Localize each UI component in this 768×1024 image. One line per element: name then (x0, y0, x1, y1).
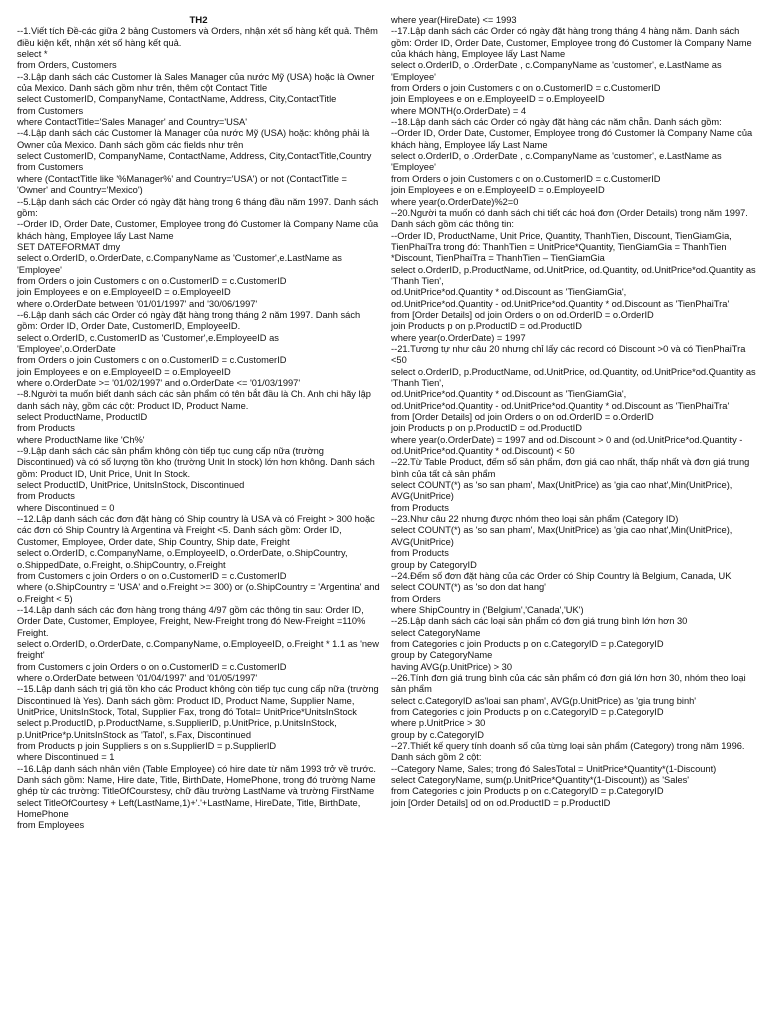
text-line: from Customers c join Orders o on o.CustomerID = c.CustomerID (17, 661, 287, 672)
text-line: od.UnitPrice*od.Quantity - od.UnitPrice*od.Quantity * od.Discount as 'TienPhaiTra' (391, 298, 730, 309)
right-column (391, 15, 757, 809)
text-line: group by CategoryName (391, 650, 493, 661)
text-line: select CustomerID, CompanyName, ContactName, Address, City,ContactTitle (17, 94, 337, 105)
text-line: group by CategoryID (391, 559, 477, 570)
text-line: --12.Lập danh sách các đơn đặt hàng có Ship country là USA và có Freight > 300 hoặc các đơn có Ship Country là Argentina và Freight <5. Danh sách gồm: Order ID, Customer, Employee, Order date, Ship Country, Ship date, Freight (17, 514, 375, 547)
text-line: where o.OrderDate between '01/04/1997' and '01/05/1997' (17, 672, 258, 683)
text-line: --Order ID, Order Date, Customer, Employee trong đó Customer là Company Name của khách hàng, Employee lấy Last Name (17, 219, 379, 241)
text-line: select COUNT(*) as 'so san pham', Max(UnitPrice) as 'gia cao nhat',Min(UnitPrice), AVG(UnitPrice) (391, 525, 733, 547)
text-line: select o.OrderID, o.OrderDate, c.CompanyName as 'Customer',e.LastName as 'Employee' (17, 253, 342, 275)
text-line: from Customers c join Orders o on o.CustomerID = c.CustomerID (17, 570, 287, 581)
text-line: join Products p on p.ProductID = od.ProductID (391, 321, 582, 332)
text-line: select CategoryName (391, 627, 481, 638)
text-line: select o.OrderID, o .OrderDate , c.CompanyName as 'customer', e.LastName as 'Employee' (391, 151, 722, 173)
text-line: join Products p on p.ProductID = od.ProductID (391, 423, 582, 434)
text-line: where year(HireDate) <= 1993 (391, 15, 517, 25)
text-line: select CategoryName, sum(p.UnitPrice*Quantity*(1-Discount)) as 'Sales' (391, 775, 690, 786)
text-line: where o.OrderDate between '01/01/1997' and '30/06/1997' (17, 298, 258, 309)
text-line: from Products (17, 491, 75, 502)
text-line: --26.Tính đơn giá trung bình của các sản phẩm có đơn giá lớn hơn 30, nhóm theo loại sản phẩm (391, 672, 746, 695)
text-line: od.UnitPrice*od.Quantity - od.UnitPrice*od.Quantity * od.Discount as 'TienPhaiTra' (391, 400, 730, 411)
text-line: from Categories c join Products p on c.CategoryID = p.CategoryID (391, 638, 664, 649)
text-line: select COUNT(*) as 'so san pham', Max(UnitPrice) as 'gia cao nhat',Min(UnitPrice), AVG(UnitPrice) (391, 480, 733, 502)
document-title: TH2 (189, 15, 208, 26)
text-line: SET DATEFORMAT dmy (17, 241, 121, 252)
text-line: select o.OrderID, c.CustomerID as 'Customer',e.EmployeeID as 'Employee',o.OrderDate (17, 332, 279, 354)
text-line: --17.Lập danh sách các Order có ngày đặt hàng trong tháng 4 hàng năm. Danh sách gồm: Order ID, Order Date, Customer, Employee trong đó Customer là Company Name của khách hàng, Employee lấy Last Name (391, 26, 752, 60)
text-line: from Categories c join Products p on c.CategoryID = p.CategoryID (391, 786, 664, 797)
text-line: select CustomerID, CompanyName, ContactName, Address, City,ContactTitle,Country (17, 151, 372, 162)
text-line: od.UnitPrice*od.Quantity * od.Discount as 'TienGiamGia', (391, 389, 627, 400)
text-line: --27.Thiết kế query tính doanh số của từng loại sản phẩm (Category) trong năm 1996. Danh sách gồm 2 cột: (391, 741, 745, 763)
text-line: from [Order Details] od join Orders o on od.OrderID = o.OrderID (391, 309, 654, 320)
text-line: --24.Đếm số đơn đặt hàng của các Order có Ship Country là Belgium, Canada, UK (391, 570, 732, 581)
text-line: from Orders (391, 593, 441, 604)
text-line: where Discontinued = 1 (17, 752, 115, 763)
text-line: --Category Name, Sales; trong đó SalesTotal = UnitPrice*Quantity*(1-Discount) (391, 763, 717, 774)
text-line: select p.ProductID, p.ProductName, s.SupplierID, p.UnitPrice, p.UnitsInStock, p.UnitPrice*p.UnitsInStock as 'Tatol', s.Fax, Discontinued (17, 718, 337, 740)
text-line: join Employees e on e.EmployeeID = o.EmployeeID (17, 366, 231, 377)
text-line: --8.Người ta muốn biết danh sách các sản phẩm có tên bắt đầu là Ch. Anh chi hãy lập danh sách này, gồm các cột: Product ID, Product Name. (17, 389, 371, 411)
text-line: where ProductName like 'Ch%' (17, 434, 145, 445)
text-line: from Products (391, 502, 449, 513)
text-line: where year(o.OrderDate)%2=0 (391, 196, 519, 207)
text-line: join Employees e on e.EmployeeID = o.EmployeeID (391, 185, 605, 196)
text-line: where (o.ShipCountry = 'USA' and o.Freight >= 300) or (o.ShipCountry = 'Argentina' and o.Freight < 5) (17, 582, 380, 604)
text-line: --18.Lập danh sách các Order có ngày đặt hàng các năm chẵn. Danh sách gồm: (391, 117, 722, 128)
text-line: select o.OrderID, p.ProductName, od.UnitPrice, od.Quantity, od.UnitPrice*od.Quantity as 'Thanh Tien', (391, 366, 756, 388)
text-line: select * (17, 49, 48, 60)
text-line: select ProductName, ProductID (17, 412, 148, 423)
text-line: --Order ID, Order Date, Customer, Employee trong đó Customer là Company Name của khách hàng, Employee lấy Last Name (391, 128, 753, 150)
text-line: where year(o.OrderDate) = 1997 and od.Discount > 0 and (od.UnitPrice*od.Quantity - od.UnitPrice*od.Quantity * od.Discount) < 50 (391, 434, 743, 457)
text-line: select o.OrderID, p.ProductName, od.UnitPrice, od.Quantity, od.UnitPrice*od.Quantity as 'Thanh Tien', (391, 264, 756, 286)
text-line: where ShipCountry in ('Belgium','Canada','UK') (391, 604, 584, 615)
text-line: where ContactTitle='Sales Manager' and Country='USA' (17, 117, 247, 128)
text-line: where (ContactTitle like '%Manager%' and Country='USA') or not (ContactTitle = 'Owner' and Country='Mexico') (17, 173, 347, 196)
text-line: --20.Người ta muốn có danh sách chi tiết các hoá đơn (Order Details) trong năm 1997. Danh sách gồm các thông tin: (391, 207, 748, 230)
text-line: --Order ID, ProductName, Unit Price, Quantity, ThanhTien, Discount, TienGiamGia, TienPhaiTra trong đó: ThanhTien = UnitPrice*Quantity, TienGiamGia = ThanhTien *Discount, TienPhaiTra = ThanhTien – TienGiamGia (391, 230, 732, 264)
text-line: --21.Tương tự như câu 20 nhưng chỉ lấy các record có Discount >0 và có TienPhaiTra <50 (391, 343, 746, 366)
text-line: --25.Lập danh sách các loại sản phẩm có đơn giá trung bình lớn hơn 30 (391, 616, 688, 627)
text-line: from Categories c join Products p on c.CategoryID = p.CategoryID (391, 706, 664, 717)
text-line: from [Order Details] od join Orders o on od.OrderID = o.OrderID (391, 412, 654, 423)
text-line: from Customers (17, 162, 84, 173)
left-column (17, 15, 380, 832)
text-line: select ProductID, UnitPrice, UnitsInStock, Discontinued (17, 480, 245, 491)
text-line: where MONTH(o.OrderDate) = 4 (391, 105, 527, 116)
text-line: od.UnitPrice*od.Quantity * od.Discount as 'TienGiamGia', (391, 287, 627, 298)
text-line: having AVG(p.UnitPrice) > 30 (391, 661, 513, 672)
text-line: join Employees e on e.EmployeeID = o.EmployeeID (17, 287, 231, 298)
text-line: --16.Lập danh sách nhân viên (Table Employee) có hire date từ năm 1993 trở về trước. Danh sách gồm: Name, Hire date, Title, BirthDate, HomePhone, trong đó trường Name ghép từ các trường: TitleOfCourstesy, chữ đầu trường LastName và trường FirstName (17, 763, 377, 797)
text-line: from Products (391, 548, 449, 559)
text-line: from Customers (17, 105, 84, 116)
text-line: --6.Lập danh sách các Order có ngày đặt hàng trong tháng 2 năm 1997. Danh sách gồm: Order ID, Order Date, CustomerID, EmployeeID. (17, 309, 361, 332)
text-line: --14.Lập danh sách các đơn hàng trong tháng 4/97 gồm các thông tin sau: Order ID, Order Date, Customer, Employee, Freight, New-Freight trong đó New-Freight =110% Freight. (17, 604, 366, 638)
text-line: from Employees (17, 820, 85, 831)
text-line: from Products (17, 423, 75, 434)
text-line: --4.Lập danh sách các Customer là Manager của nước Mỹ (USA) hoặc: không phải là Owner của Mexico. Danh sách gồm các fields như trên (17, 128, 370, 150)
text-line: select o.OrderID, c.CompanyName, o.EmployeeID, o.OrderDate, o.ShipCountry, o.ShippedDate, o.Freight, o.ShipCountry, o.Freight (17, 548, 348, 570)
text-line: select o.OrderID, o.OrderDate, c.CompanyName, o.EmployeeID, o.Freight * 1.1 as 'new freight' (17, 638, 379, 661)
text-line: from Orders o join Customers c on o.CustomerID = c.CustomerID (17, 355, 287, 366)
text-line: from Orders, Customers (17, 60, 117, 71)
text-line: join [Order Details] od on od.ProductID = p.ProductID (391, 797, 611, 808)
text-line: where o.OrderDate >= '01/02/1997' and o.OrderDate <= '01/03/1997' (17, 378, 301, 388)
text-line: select o.OrderID, o .OrderDate , c.CompanyName as 'customer', e.LastName as 'Employee' (391, 60, 722, 82)
text-line: select TitleOfCourtesy + Left(LastName,1)+'.'+LastName, HireDate, Title, BirthDate, HomePhone (17, 797, 361, 820)
text-line: --22.Từ Table Product, đếm số sản phẩm, đơn giá cao nhất, thấp nhất và đơn giá trung bình của tất cả sản phẩm (391, 457, 750, 479)
text-line: from Orders o join Customers c on o.CustomerID = c.CustomerID (17, 275, 287, 286)
text-line: --3.Lập danh sách các Customer là Sales Manager của nước Mỹ (USA) hoặc là Owner của Mexico. Danh sách gồm như trên, thêm cột Contact Title (17, 71, 375, 94)
text-line: join Employees e on e.EmployeeID = o.EmployeeID (391, 94, 605, 105)
text-line: where Discontinued = 0 (17, 502, 115, 513)
text-line: group by c.CategoryID (391, 729, 485, 740)
text-line: from Products p join Suppliers s on s.SupplierID = p.SupplierID (17, 741, 277, 751)
text-line: where p.UnitPrice > 30 (391, 718, 486, 729)
text-line: select COUNT(*) as 'so don dat hang' (391, 582, 546, 593)
text-line: --5.Lập danh sách các Order có ngày đặt hàng trong 6 tháng đầu năm 1997. Danh sách gồm: (17, 196, 379, 218)
text-line: select c.CategoryID as'loai san pham', AVG(p.UnitPrice) as 'gia trung binh' (391, 695, 697, 706)
text-line: --15.Lập danh sách trị giá tồn kho các Product không còn tiếp tục cung cấp nữa (trường Discontinued là Yes). Danh sách gồm: Product ID, Product Name, Supplier Name, UnitPrice, UnitsInStock, Total, Supplier Fax, trong đó Total= UnitPrice*UnitsInStock (17, 684, 379, 717)
text-line: --1.Viết tích Đề-các giữa 2 bảng Customers và Orders, nhận xét số hàng kết quả. Thêm điều kiện kết, nhận xét số hàng kết quả. (17, 26, 378, 48)
text-line: from Orders o join Customers c on o.CustomerID = c.CustomerID (391, 83, 661, 94)
text-line: --9.Lập danh sách các sản phẩm không còn tiếp tục cung cấp nữa (trường Discontinued) và có số lượng tồn kho (trường Unit In stock) lớn hơn không. Danh sách gồm: Product ID, Unit Price, Unit In Stock. (17, 446, 375, 479)
text-line: where year(o.OrderDate) = 1997 (391, 332, 526, 343)
text-line: from Orders o join Customers c on o.CustomerID = c.CustomerID (391, 173, 661, 184)
text-line: --23.Như câu 22 nhưng được nhóm theo loại sản phẩm (Category ID) (391, 514, 679, 525)
